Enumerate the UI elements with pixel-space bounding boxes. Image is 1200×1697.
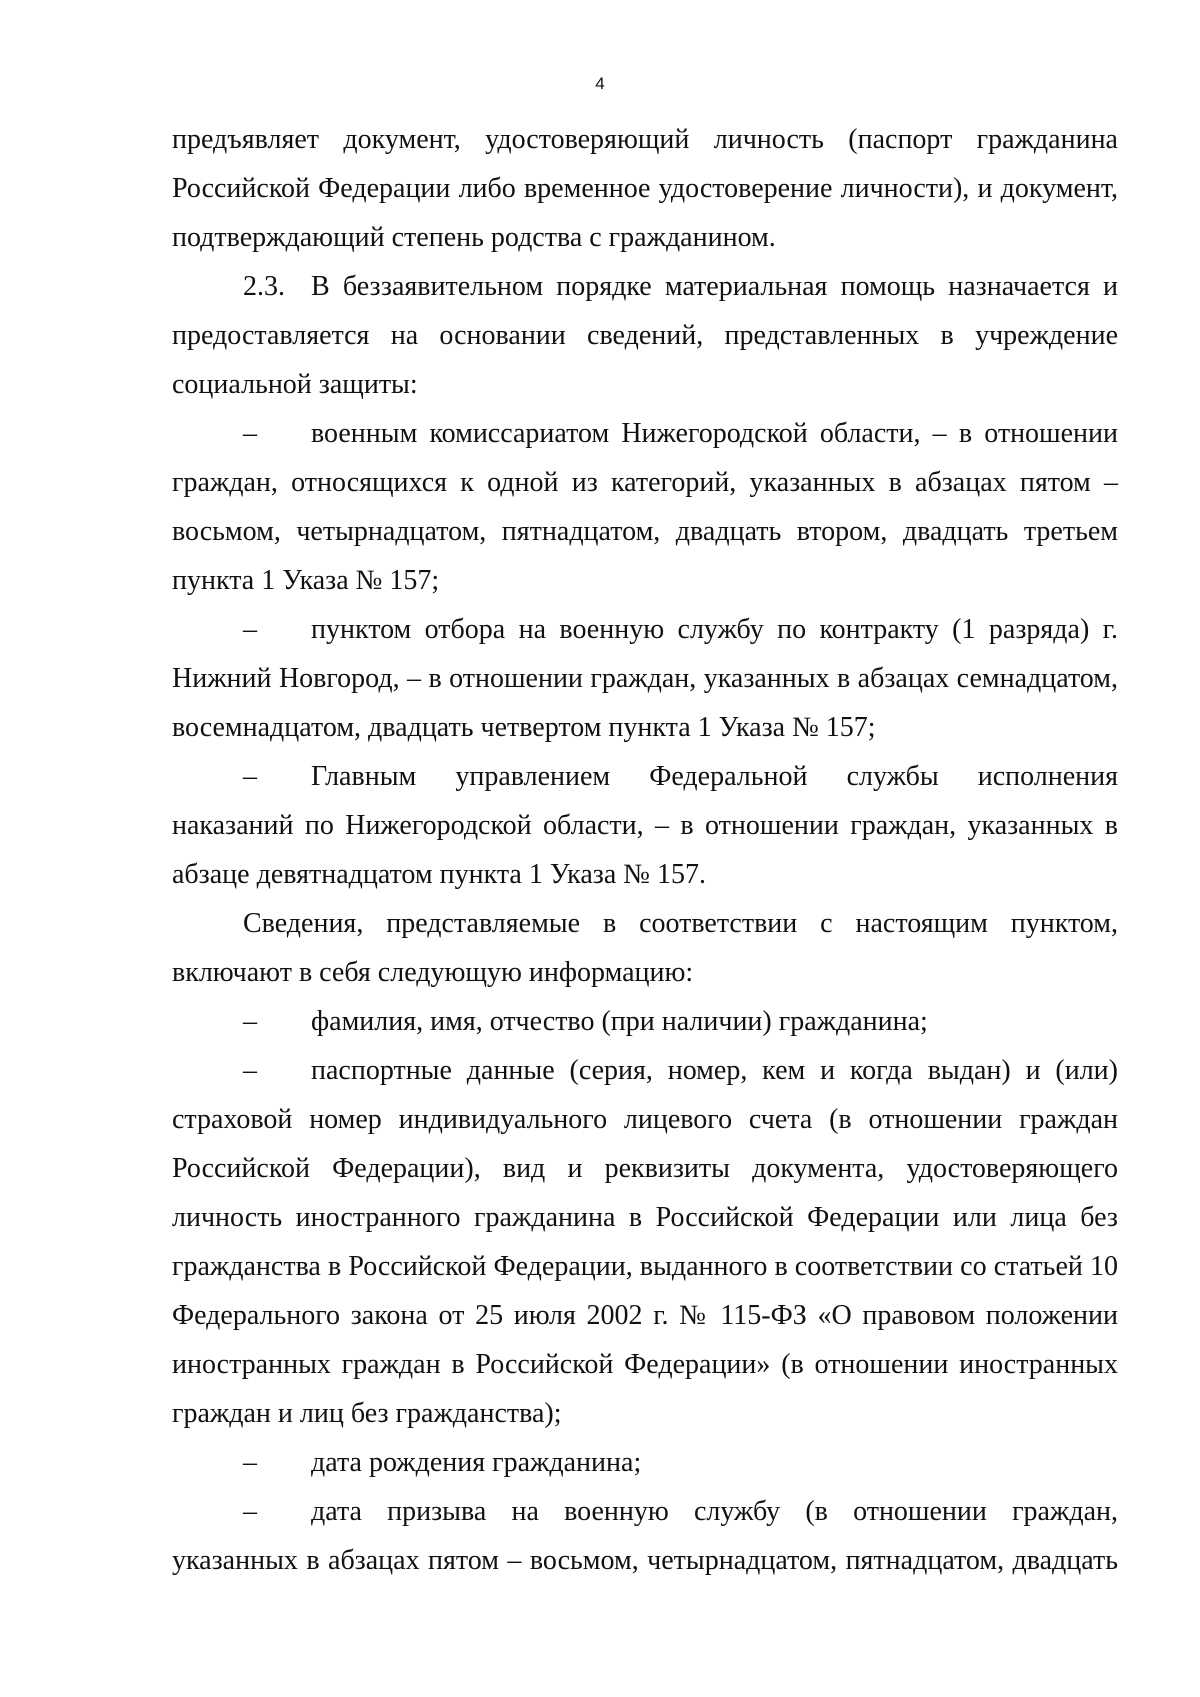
- list-item: [172, 1046, 1118, 1438]
- dash-marker: –: [243, 1447, 257, 1478]
- dash-marker: –: [243, 418, 257, 449]
- list-item-text: фамилия, имя, отчество (при наличии) гражданина;: [311, 1006, 928, 1037]
- page-number: 4: [595, 74, 605, 93]
- list-item-text: пунктом отбора на военную службу по контракту (1 разряда) г. Нижний Новгород, – в отношении граждан, указанных в абзацах семнадцатом, восемнадцатом, двадцать четвертом пункта 1 Указа № 157;: [172, 614, 1118, 743]
- list-item-text: паспортные данные (серия, номер, кем и когда выдан) и (или) страховой номер индивидуального лицевого счета (в отношении граждан Российской Федерации), вид и реквизиты документа, удостоверяющего личность иностранного гражданина в Российской Федерации или лица без гражданства в Российской Федерации, выданного в соответствии со статьей 10 Федерального закона от 25 июля 2002 г. № 115-ФЗ «О правовом положении иностранных граждан в Российской Федерации» (в отношении иностранных граждан и лиц без гражданства);: [172, 1055, 1118, 1429]
- paragraph-2-3: [172, 262, 1118, 409]
- list-item-text: дата рождения гражданина;: [311, 1447, 642, 1478]
- clause-number: 2.3.: [243, 271, 285, 302]
- dash-marker: –: [243, 614, 257, 645]
- list-item: [172, 1487, 1118, 1585]
- list-item: [172, 997, 1118, 1046]
- paragraph-text: В беззаявительном порядке материальная помощь назначается и предоставляется на основании сведений, представленных в учреждение социальной защиты:: [172, 271, 1118, 400]
- list-item: [172, 409, 1118, 605]
- document-body: [172, 115, 1118, 1585]
- list-item: [172, 605, 1118, 752]
- paragraph: Сведения, представляемые в соответствии с настоящим пунктом, включают в себя следующую информацию:: [172, 908, 1118, 988]
- list-item: [172, 1438, 1118, 1487]
- dash-marker: –: [243, 1496, 257, 1527]
- list-item-text: Главным управлением Федеральной службы исполнения наказаний по Нижегородской области, – в отношении граждан, указанных в абзаце девятнадцатом пункта 1 Указа № 157.: [172, 761, 1118, 890]
- paragraph: предъявляет документ, удостоверяющий личность (паспорт гражданина Российской Федерации либо временное удостоверение личности), и документ, подтверждающий степень родства с гражданином.: [172, 124, 1118, 253]
- dash-marker: –: [243, 761, 257, 792]
- dash-marker: –: [243, 1006, 257, 1037]
- dash-marker: –: [243, 1055, 257, 1086]
- list-item-text: дата призыва на военную службу (в отношении граждан, указанных в абзацах пятом – восьмом, четырнадцатом, пятнадцатом, двадцать: [172, 1496, 1118, 1576]
- list-item-text: военным комиссариатом Нижегородской области, – в отношении граждан, относящихся к одной из категорий, указанных в абзацах пятом – восьмом, четырнадцатом, пятнадцатом, двадцать втором, двадцать третьем пункта 1 Указа № 157;: [172, 418, 1118, 596]
- list-item: [172, 752, 1118, 899]
